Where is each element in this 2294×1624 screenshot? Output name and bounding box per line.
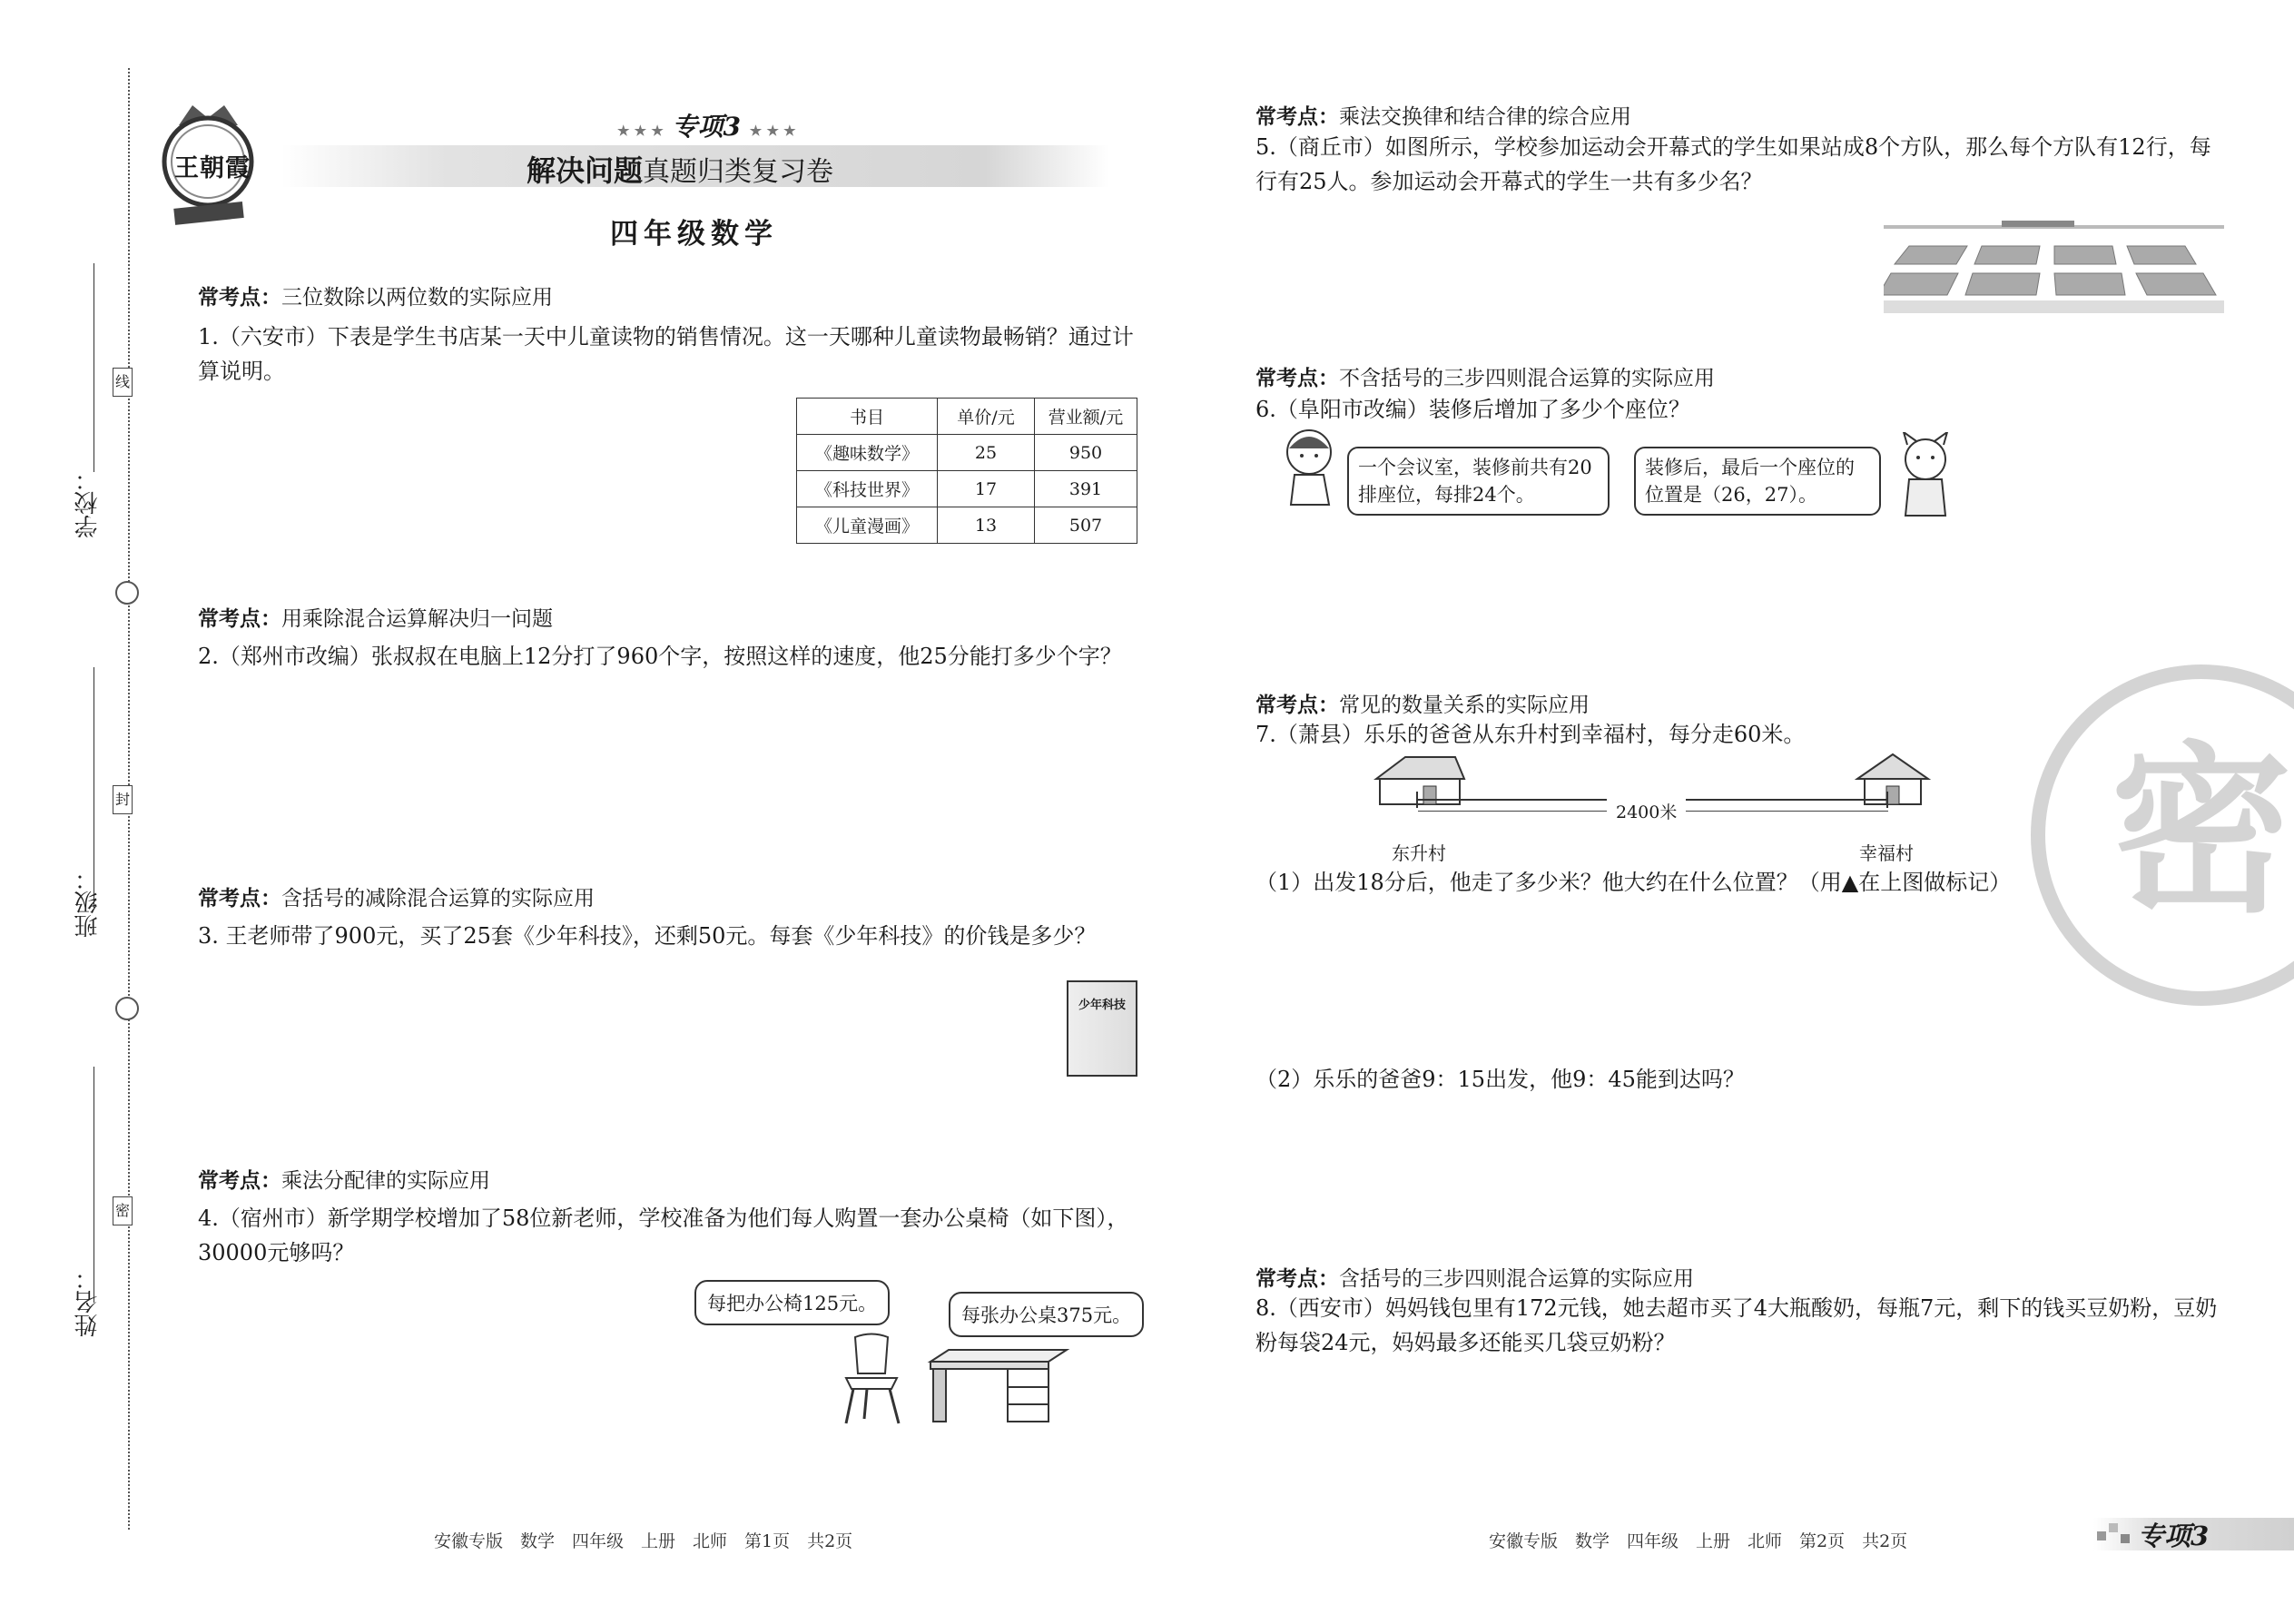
question-7-text: 7.（萧县）乐乐的爸爸从东升村到幸福村，每分走60米。 bbox=[1255, 722, 1806, 747]
table-cell: 《儿童漫画》 bbox=[797, 507, 938, 544]
table-header: 营业额/元 bbox=[1035, 399, 1137, 435]
key-point-q5: 常考点：乘法交换律和结合律的综合应用 bbox=[1255, 105, 1631, 129]
tab-square-icon bbox=[2097, 1531, 2106, 1540]
key-point-q4: 常考点：乘法分配律的实际应用 bbox=[198, 1169, 490, 1193]
topic-label: 专项3 bbox=[672, 112, 742, 142]
question-1-text: 1.（六安市）下表是学生书店某一天中儿童读物的销售情况。这一天哪种儿童读物最畅销？通过计算说明。 bbox=[198, 324, 1134, 384]
table-cell: 《科技世界》 bbox=[797, 471, 938, 507]
tab-square-icon bbox=[2109, 1523, 2118, 1532]
footer-right: 安徽专版 数学 四年级 上册 北师 第2页 共2页 bbox=[1489, 1531, 1908, 1551]
table-row bbox=[797, 471, 1137, 507]
village-right-label: 幸福村 bbox=[1859, 842, 1914, 864]
table-cell: 《趣味数学》 bbox=[797, 435, 938, 471]
logo-text: 王朝霞 bbox=[174, 154, 251, 182]
binding-ornament-icon bbox=[115, 581, 139, 605]
speech-bubble-after: 装修后，最后一个座位的位置是（26，27）。 bbox=[1634, 447, 1881, 516]
question-7-part-1: （1）出发18分后，他走了多少米？他大约在什么位置？（用▲在上图做标记） bbox=[1255, 870, 2012, 895]
class-label: 班级： bbox=[74, 867, 102, 938]
key-point-q1: 常考点：三位数除以两位数的实际应用 bbox=[198, 286, 553, 310]
binding-ornament-icon bbox=[115, 997, 139, 1020]
key-point-q6: 常考点：不含括号的三步四则混合运算的实际应用 bbox=[1255, 367, 1715, 390]
question-5-text: 5.（商丘市）如图所示，学校参加运动会开幕式的学生如果站成8个方队，那么每个方队有12行，每行有25人。参加运动会开幕式的学生一共有多少名？ bbox=[1255, 134, 2211, 194]
office-chair-icon bbox=[835, 1333, 908, 1428]
question-2-text: 2.（郑州市改编）张叔叔在电脑上12分打了960个字，按照这样的速度，他25分能打多少个字？ bbox=[198, 644, 1122, 669]
footer-topic-tab: 专项3 bbox=[2138, 1521, 2210, 1551]
tab-square-icon bbox=[2121, 1534, 2130, 1543]
footer-left: 安徽专版 数学 四年级 上册 北师 第1页 共2页 bbox=[434, 1531, 853, 1551]
question-8-text: 8.（西安市）妈妈钱包里有172元钱，她去超市买了4大瓶酸奶，每瓶7元，剩下的钱买豆奶粉，豆奶粉每袋24元，妈妈最多还能买几袋豆奶粉？ bbox=[1255, 1295, 2218, 1355]
table-row bbox=[797, 507, 1137, 544]
sales-table bbox=[796, 398, 1137, 544]
key-point-q7: 常考点：常见的数量关系的实际应用 bbox=[1255, 694, 1590, 717]
question-6-text: 6.（阜阳市改编）装修后增加了多少个座位？ bbox=[1255, 397, 1690, 422]
secret-seal-watermark bbox=[2024, 654, 2294, 1017]
speech-bubble-chair: 每把办公椅125元。 bbox=[694, 1280, 890, 1325]
table-cell: 507 bbox=[1035, 507, 1137, 544]
seal-char-mi: 密 bbox=[113, 1196, 133, 1225]
table-row bbox=[797, 435, 1137, 471]
table-header: 单价/元 bbox=[938, 399, 1035, 435]
book-title: 少年科技 bbox=[1078, 999, 1126, 1012]
seal-char-xian: 线 bbox=[113, 368, 133, 397]
girl-character-icon bbox=[1282, 425, 1338, 507]
watermark-char: 密 bbox=[2110, 726, 2293, 938]
topic-heading bbox=[617, 107, 796, 143]
speech-bubble-desk: 每张办公桌375元。 bbox=[949, 1292, 1144, 1337]
speech-bubble-before: 一个会议室，装修前共有20排座位，每排24个。 bbox=[1347, 447, 1610, 516]
cartoon-mascot-icon bbox=[1893, 432, 1958, 518]
star-deco-icon: ★ ★ ★ bbox=[617, 123, 664, 139]
question-7-part-2: （2）乐乐的爸爸9：15出发，他9：45能到达吗？ bbox=[1255, 1067, 1745, 1092]
star-deco-icon: ★ ★ ★ bbox=[749, 123, 796, 139]
subtitle: 四年级数学 bbox=[610, 218, 778, 251]
table-cell: 391 bbox=[1035, 471, 1137, 507]
key-point-q3: 常考点：含括号的减除混合运算的实际应用 bbox=[198, 887, 595, 910]
table-header-row bbox=[797, 399, 1137, 435]
road-start-tick bbox=[1416, 792, 1418, 808]
stadium-formation-illustration bbox=[1884, 221, 2224, 320]
village-left-label: 东升村 bbox=[1392, 842, 1446, 864]
road-end-tick bbox=[1886, 792, 1888, 808]
key-point-q2: 常考点：用乘除混合运算解决归一问题 bbox=[198, 607, 553, 631]
office-desk-icon bbox=[926, 1348, 1071, 1425]
table-header: 书目 bbox=[797, 399, 938, 435]
school-label: 学校： bbox=[74, 468, 102, 538]
seal-char-feng: 封 bbox=[113, 785, 133, 814]
table-cell: 25 bbox=[938, 435, 1035, 471]
key-point-q8: 常考点：含括号的三步四则混合运算的实际应用 bbox=[1255, 1267, 1694, 1291]
table-cell: 13 bbox=[938, 507, 1035, 544]
question-4-text: 4.（宿州市）新学期学校增加了58位新老师，学校准备为他们每人购置一套办公桌椅（如下图），30000元够吗？ bbox=[198, 1206, 1129, 1265]
table-cell: 17 bbox=[938, 471, 1035, 507]
name-label: 姓名： bbox=[74, 1266, 102, 1337]
question-3-text: 3. 王老师带了900元，买了25套《少年科技》，还剩50元。每套《少年科技》的价钱是多少？ bbox=[198, 923, 1097, 949]
page-title: 解决问题真题归类复习卷 bbox=[527, 153, 834, 188]
book-illustration bbox=[1067, 980, 1137, 1077]
table-cell: 950 bbox=[1035, 435, 1137, 471]
distance-label: 2400米 bbox=[1607, 799, 1686, 823]
